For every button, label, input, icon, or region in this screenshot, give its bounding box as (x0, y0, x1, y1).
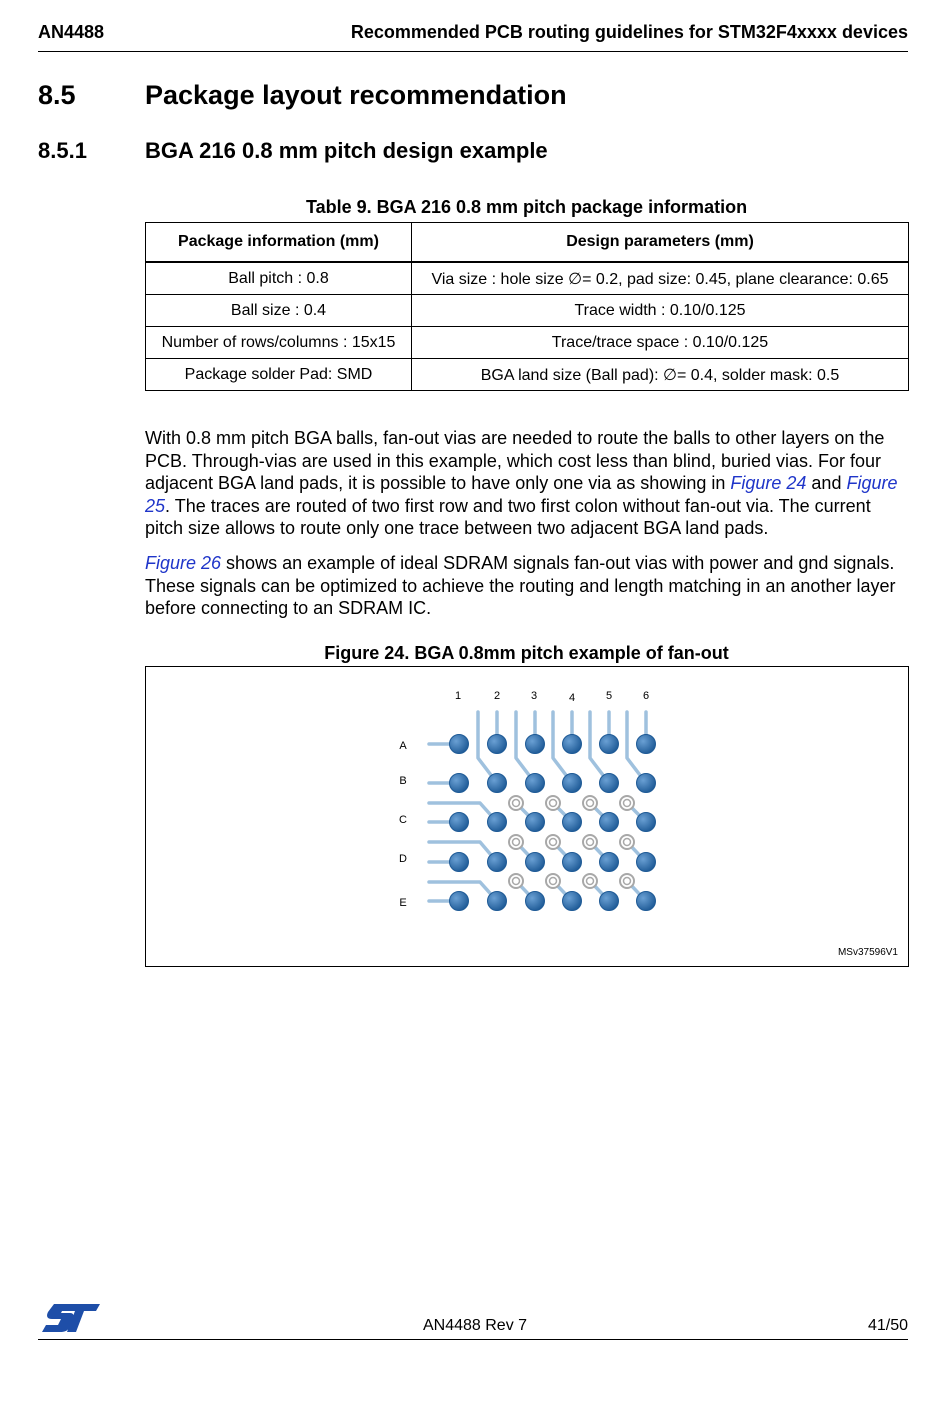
via-hole (587, 878, 594, 885)
bga-land-pad (563, 774, 582, 793)
figure-26-link[interactable]: Figure 26 (145, 553, 222, 573)
paragraph-text: With 0.8 mm pitch BGA balls, fan-out vias are needed to route the balls to other layers on the PCB. Through-vias are used in this example, which cost less than blind, buried vias. For four adjacent BGA land pads, it is possible to have only one via as showing in (145, 428, 885, 494)
column-label: 1 (454, 690, 462, 702)
subsection-title: BGA 216 0.8 mm pitch design example (145, 138, 548, 163)
via-hole (513, 878, 520, 885)
table-row (146, 295, 909, 327)
via-hole (513, 800, 520, 807)
bga-land-pad (637, 892, 656, 911)
bga-land-pad (637, 813, 656, 832)
table-cell: Package solder Pad: SMD (146, 359, 412, 391)
package-info-table (145, 222, 909, 391)
bga-land-pad (526, 774, 545, 793)
row-label: D (399, 853, 407, 865)
bga-land-pad (563, 892, 582, 911)
via-hole (587, 839, 594, 846)
bga-land-pad (450, 892, 469, 911)
row-label: A (399, 740, 407, 752)
table-row (146, 262, 909, 295)
bga-land-pad (600, 813, 619, 832)
subsection-number: 8.5.1 (38, 138, 87, 163)
table-cell: Ball pitch : 0.8 (146, 262, 412, 295)
table-header-cell: Design parameters (mm) (412, 223, 909, 263)
footer-divider (38, 1339, 908, 1340)
column-label: 2 (493, 690, 501, 702)
table-row (146, 327, 909, 359)
paragraph-text: shows an example of ideal SDRAM signals fan-out vias with power and gnd signals. These signals can be optimized to achieve the routing and length matching in an another layer before connecting to an SDRAM IC. (145, 553, 896, 619)
figure-24-link[interactable]: Figure 24 (730, 473, 807, 494)
via-hole (550, 839, 557, 846)
bga-land-pad (637, 735, 656, 754)
footer-page-number: 41/50 (867, 1317, 908, 1334)
bga-land-pad (563, 735, 582, 754)
column-label: 6 (642, 690, 650, 702)
section-title: Package layout recommendation (145, 80, 567, 110)
column-label: 3 (530, 690, 538, 702)
table-cell: Ball size : 0.4 (146, 295, 412, 327)
via-hole (624, 839, 631, 846)
bga-land-pad (563, 853, 582, 872)
header-doc-id: AN4488 (38, 22, 105, 42)
bga-land-pad (450, 813, 469, 832)
paragraph-text: and (806, 473, 847, 494)
table-cell: Via size : hole size ∅= 0.2, pad size: 0.45, plane clearance: 0.65 (412, 262, 909, 295)
bga-land-pad (450, 735, 469, 754)
header-title: Recommended PCB routing guidelines for STM32F4xxxx devices (350, 22, 908, 42)
bga-land-pad (488, 853, 507, 872)
body-paragraph-1 (145, 427, 910, 540)
via-hole (550, 800, 557, 807)
via-hole (624, 800, 631, 807)
figure-frame (145, 666, 909, 967)
table-cell: Number of rows/columns : 15x15 (146, 327, 412, 359)
bga-land-pad (563, 813, 582, 832)
table-cell: Trace width : 0.10/0.125 (412, 295, 909, 327)
bga-land-pad (450, 774, 469, 793)
figure-caption: Figure 24. BGA 0.8mm pitch example of fan-out (324, 643, 729, 663)
bga-land-pad (526, 735, 545, 754)
via-hole (587, 800, 594, 807)
header-divider (38, 51, 908, 52)
bga-land-pad (600, 853, 619, 872)
bga-land-pad (526, 853, 545, 872)
row-label: E (399, 897, 407, 909)
figure-ref-code: MSv37596V1 (837, 947, 898, 958)
footer-doc-rev: AN4488 Rev 7 (422, 1317, 528, 1334)
table-cell: Trace/trace space : 0.10/0.125 (412, 327, 909, 359)
bga-land-pad (600, 735, 619, 754)
bga-land-pad (488, 892, 507, 911)
table-header-cell: Package information (mm) (146, 223, 412, 263)
table-row (146, 359, 909, 391)
figure-25-link[interactable]: Figure 25 (145, 473, 898, 516)
bga-land-pad (526, 813, 545, 832)
section-number: 8.5 (38, 80, 76, 110)
table-header-row (146, 223, 909, 263)
row-label: B (399, 775, 407, 787)
column-label: 4 (568, 692, 576, 704)
table-caption: Table 9. BGA 216 0.8 mm pitch package information (305, 197, 748, 217)
via-hole (550, 878, 557, 885)
via-hole (513, 839, 520, 846)
via-hole (624, 878, 631, 885)
bga-land-pad (637, 774, 656, 793)
bga-land-pad (450, 853, 469, 872)
bga-land-pad (488, 813, 507, 832)
body-paragraph-2 (145, 552, 910, 620)
bga-fanout-diagram (146, 667, 908, 966)
table-cell: BGA land size (Ball pad): ∅= 0.4, solder mask: 0.5 (412, 359, 909, 391)
bga-land-pad (600, 892, 619, 911)
bga-land-pad (526, 892, 545, 911)
bga-land-pad (488, 774, 507, 793)
paragraph-text: . The traces are routed of two first row and two first colon without fan-out via. The current pitch size allows to route only one trace between two adjacent BGA land pads. (145, 495, 871, 539)
row-label: C (399, 814, 407, 826)
bga-land-pad (637, 853, 656, 872)
bga-land-pad (488, 735, 507, 754)
column-label: 5 (605, 690, 613, 702)
bga-land-pad (600, 774, 619, 793)
